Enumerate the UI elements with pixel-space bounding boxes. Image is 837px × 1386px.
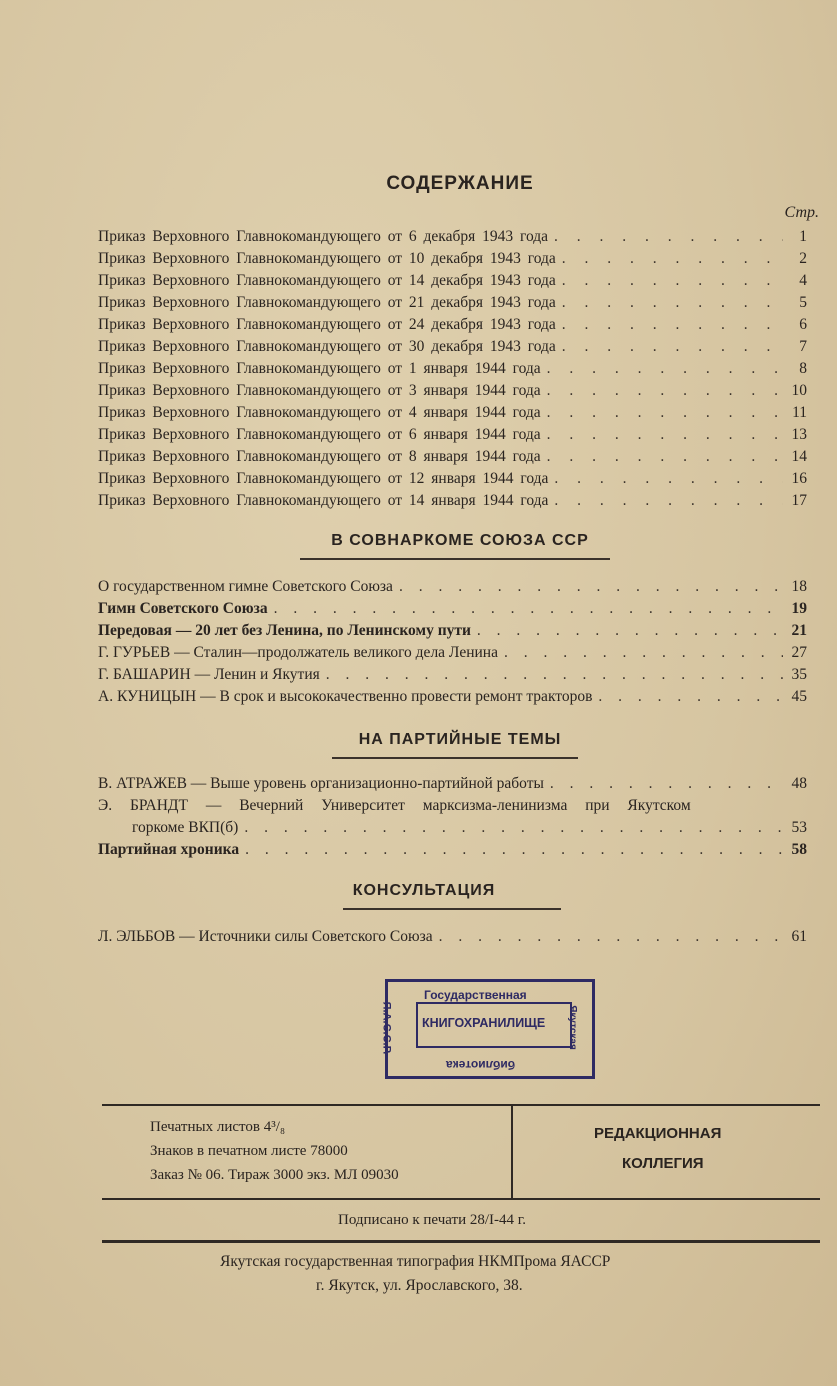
- toc-page-number: 53: [791, 819, 807, 836]
- toc-page-number: 17: [791, 492, 807, 509]
- stamp-middle-text: КНИГОХРАНИЛИЩЕ: [422, 1016, 546, 1030]
- toc-entry-title: Приказ Верховного Главнокомандующего от 21 декабря 1943 года: [98, 294, 556, 311]
- toc-page-number: 7: [799, 338, 807, 355]
- toc-row[interactable]: [98, 292, 807, 314]
- imprint-bottom-rule: [102, 1240, 820, 1243]
- stamp-bottom-text: библиотека: [446, 1058, 516, 1072]
- toc-row[interactable]: [98, 446, 807, 468]
- dot-leader: [554, 468, 783, 490]
- toc-entry-title: Г. БАШАРИН — Ленин и Якутия: [98, 666, 320, 683]
- page-column-label: Стр.: [784, 204, 819, 221]
- toc-page-number: 4: [799, 272, 807, 289]
- toc-row[interactable]: [98, 926, 807, 948]
- toc-page-number: 61: [791, 928, 807, 945]
- toc-row[interactable]: [98, 358, 807, 380]
- toc-page-number: 27: [791, 644, 807, 661]
- toc-row[interactable]: [98, 314, 807, 336]
- toc-entry-title: Приказ Верховного Главнокомандующего от 24 декабря 1943 года: [98, 316, 556, 333]
- dot-leader: [554, 490, 783, 512]
- section-divider: [332, 757, 578, 759]
- toc-entry-title: А. КУНИЦЫН — В срок и высококачественно провести ремонт тракторов: [98, 688, 593, 705]
- section-heading-sovnarkom: В СОВНАРКОМЕ СОЮЗА ССР: [331, 532, 589, 549]
- dot-leader: [547, 380, 783, 402]
- section-divider: [343, 908, 561, 910]
- toc-row[interactable]: [98, 270, 807, 292]
- toc-row[interactable]: [98, 642, 807, 664]
- toc-row[interactable]: [98, 226, 807, 248]
- toc-row[interactable]: [98, 248, 807, 270]
- toc-page-number: 58: [791, 841, 807, 858]
- toc-row[interactable]: [98, 598, 807, 620]
- toc-page-number: 14: [791, 448, 807, 465]
- dot-leader: [547, 402, 783, 424]
- toc-entry-title: Э. БРАНДТ — Вечерний Университет марксизма-ленинизма при Якутском: [98, 797, 691, 814]
- dot-leader: [554, 226, 783, 248]
- dot-leader: [547, 358, 783, 380]
- dot-leader: [326, 664, 783, 686]
- toc-page-number: 18: [791, 578, 807, 595]
- editorial-board-line2: КОЛЛЕГИЯ: [622, 1155, 704, 1172]
- editorial-board-line1: РЕДАКЦИОННАЯ: [594, 1125, 722, 1142]
- dot-leader: [550, 773, 783, 795]
- dot-leader: [562, 336, 783, 358]
- toc-entry-title: горкоме ВКП(б): [132, 819, 239, 836]
- dot-leader: [547, 424, 783, 446]
- imprint-mid-rule: [102, 1198, 820, 1200]
- dot-leader: [439, 926, 783, 948]
- toc-row[interactable]: [98, 336, 807, 358]
- toc-page-number: 16: [791, 470, 807, 487]
- toc-page-number: 10: [791, 382, 807, 399]
- toc-entry-title: Приказ Верховного Главнокомандующего от 12 января 1944 года: [98, 470, 549, 487]
- dot-leader: [547, 446, 783, 468]
- toc-entry-title: Гимн Советского Союза: [98, 600, 268, 617]
- toc-row[interactable]: [98, 664, 807, 686]
- toc-page-number: 6: [799, 316, 807, 333]
- dot-leader: [562, 248, 783, 270]
- toc-page-number: 13: [791, 426, 807, 443]
- page-title: СОДЕРЖАНИЕ: [386, 173, 534, 194]
- toc-entry-title: Приказ Верховного Главнокомандующего от 8 января 1944 года: [98, 448, 541, 465]
- dot-leader: [477, 620, 783, 642]
- toc-entry-title: Приказ Верховного Главнокомандующего от 10 декабря 1943 года: [98, 250, 556, 267]
- toc-entry-title: Приказ Верховного Главнокомандующего от 14 декабря 1943 года: [98, 272, 556, 289]
- toc-page-number: 2: [799, 250, 807, 267]
- toc-row[interactable]: [98, 490, 807, 512]
- dot-leader: [245, 839, 783, 861]
- dot-leader: [562, 292, 783, 314]
- toc-row[interactable]: [98, 773, 807, 795]
- toc-row[interactable]: [132, 817, 807, 839]
- stamp-top-text: Государственная: [424, 988, 527, 1002]
- toc-entry-title: О государственном гимне Советского Союза: [98, 578, 393, 595]
- toc-page-number: 48: [791, 775, 807, 792]
- toc-row[interactable]: [98, 468, 807, 490]
- toc-row[interactable]: [98, 402, 807, 424]
- imprint-column-divider: [511, 1106, 513, 1198]
- imprint-sheets: Печатных листов 4³/₈: [150, 1119, 286, 1135]
- toc-page-number: 11: [792, 404, 807, 421]
- toc-entry-title: Приказ Верховного Главнокомандующего от 4 января 1944 года: [98, 404, 541, 421]
- toc-row[interactable]: [98, 576, 807, 598]
- toc-entry-title: Приказ Верховного Главнокомандующего от 6 января 1944 года: [98, 426, 541, 443]
- imprint-signed: Подписано к печати 28/I-44 г.: [338, 1212, 526, 1228]
- toc-entry-title: Приказ Верховного Главнокомандующего от 3 января 1944 года: [98, 382, 541, 399]
- printer-line1: Якутская государственная типография НКМПрома ЯАССР: [220, 1253, 611, 1270]
- toc-page-number: 21: [791, 622, 807, 639]
- printer-line2: г. Якутск, ул. Ярославского, 38.: [316, 1277, 523, 1294]
- toc-entry-title: Партийная хроника: [98, 841, 240, 858]
- section-heading-party: НА ПАРТИЙНЫЕ ТЕМЫ: [358, 731, 562, 748]
- toc-entry-title: Приказ Верховного Главнокомандующего от 1 января 1944 года: [98, 360, 541, 377]
- dot-leader: [244, 817, 783, 839]
- toc-entry-title: Приказ Верховного Главнокомандующего от 6 декабря 1943 года: [98, 228, 549, 245]
- library-stamp: [380, 979, 595, 1079]
- dot-leader: [274, 598, 783, 620]
- stamp-right-text: Якутская: [566, 1005, 578, 1050]
- toc-entry-title: Г. ГУРЬЕВ — Сталин—продолжатель великого дела Ленина: [98, 644, 498, 661]
- toc-page-number: 35: [791, 666, 807, 683]
- toc-row[interactable]: [98, 686, 807, 708]
- toc-entry-title: В. АТРАЖЕВ — Выше уровень организационно-партийной работы: [98, 775, 544, 792]
- stamp-inner-box: [416, 1002, 572, 1048]
- dot-leader: [598, 686, 783, 708]
- toc-row[interactable]: [98, 839, 807, 861]
- section-divider: [300, 558, 610, 560]
- toc-entry-title: Приказ Верховного Главнокомандующего от 30 декабря 1943 года: [98, 338, 556, 355]
- stamp-left-text: Я.А.С.С.Р.: [380, 1001, 393, 1055]
- toc-row[interactable]: [98, 424, 807, 446]
- toc-page-number: 1: [799, 228, 807, 245]
- toc-page-number: 45: [791, 688, 807, 705]
- toc-entry-title: Л. ЭЛЬБОВ — Источники силы Советского Союза: [98, 928, 433, 945]
- toc-entry-title: Приказ Верховного Главнокомандующего от 14 января 1944 года: [98, 492, 549, 509]
- toc-row[interactable]: [98, 795, 807, 817]
- imprint-chars: Знаков в печатном листе 78000: [150, 1143, 348, 1159]
- toc-row[interactable]: [98, 380, 807, 402]
- toc-row[interactable]: [98, 620, 807, 642]
- dot-leader: [562, 270, 783, 292]
- toc-entry-title: Передовая — 20 лет без Ленина, по Ленинскому пути: [98, 622, 471, 639]
- toc-page-number: 5: [799, 294, 807, 311]
- dot-leader: [399, 576, 783, 598]
- imprint-top-rule: [102, 1104, 820, 1106]
- dot-leader: [562, 314, 783, 336]
- toc-page-number: 19: [791, 600, 807, 617]
- dot-leader: [504, 642, 783, 664]
- toc-page-number: 8: [799, 360, 807, 377]
- section-heading-consultation: КОНСУЛЬТАЦИЯ: [352, 882, 496, 899]
- imprint-order: Заказ № 06. Тираж 3000 экз. МЛ 09030: [150, 1167, 399, 1183]
